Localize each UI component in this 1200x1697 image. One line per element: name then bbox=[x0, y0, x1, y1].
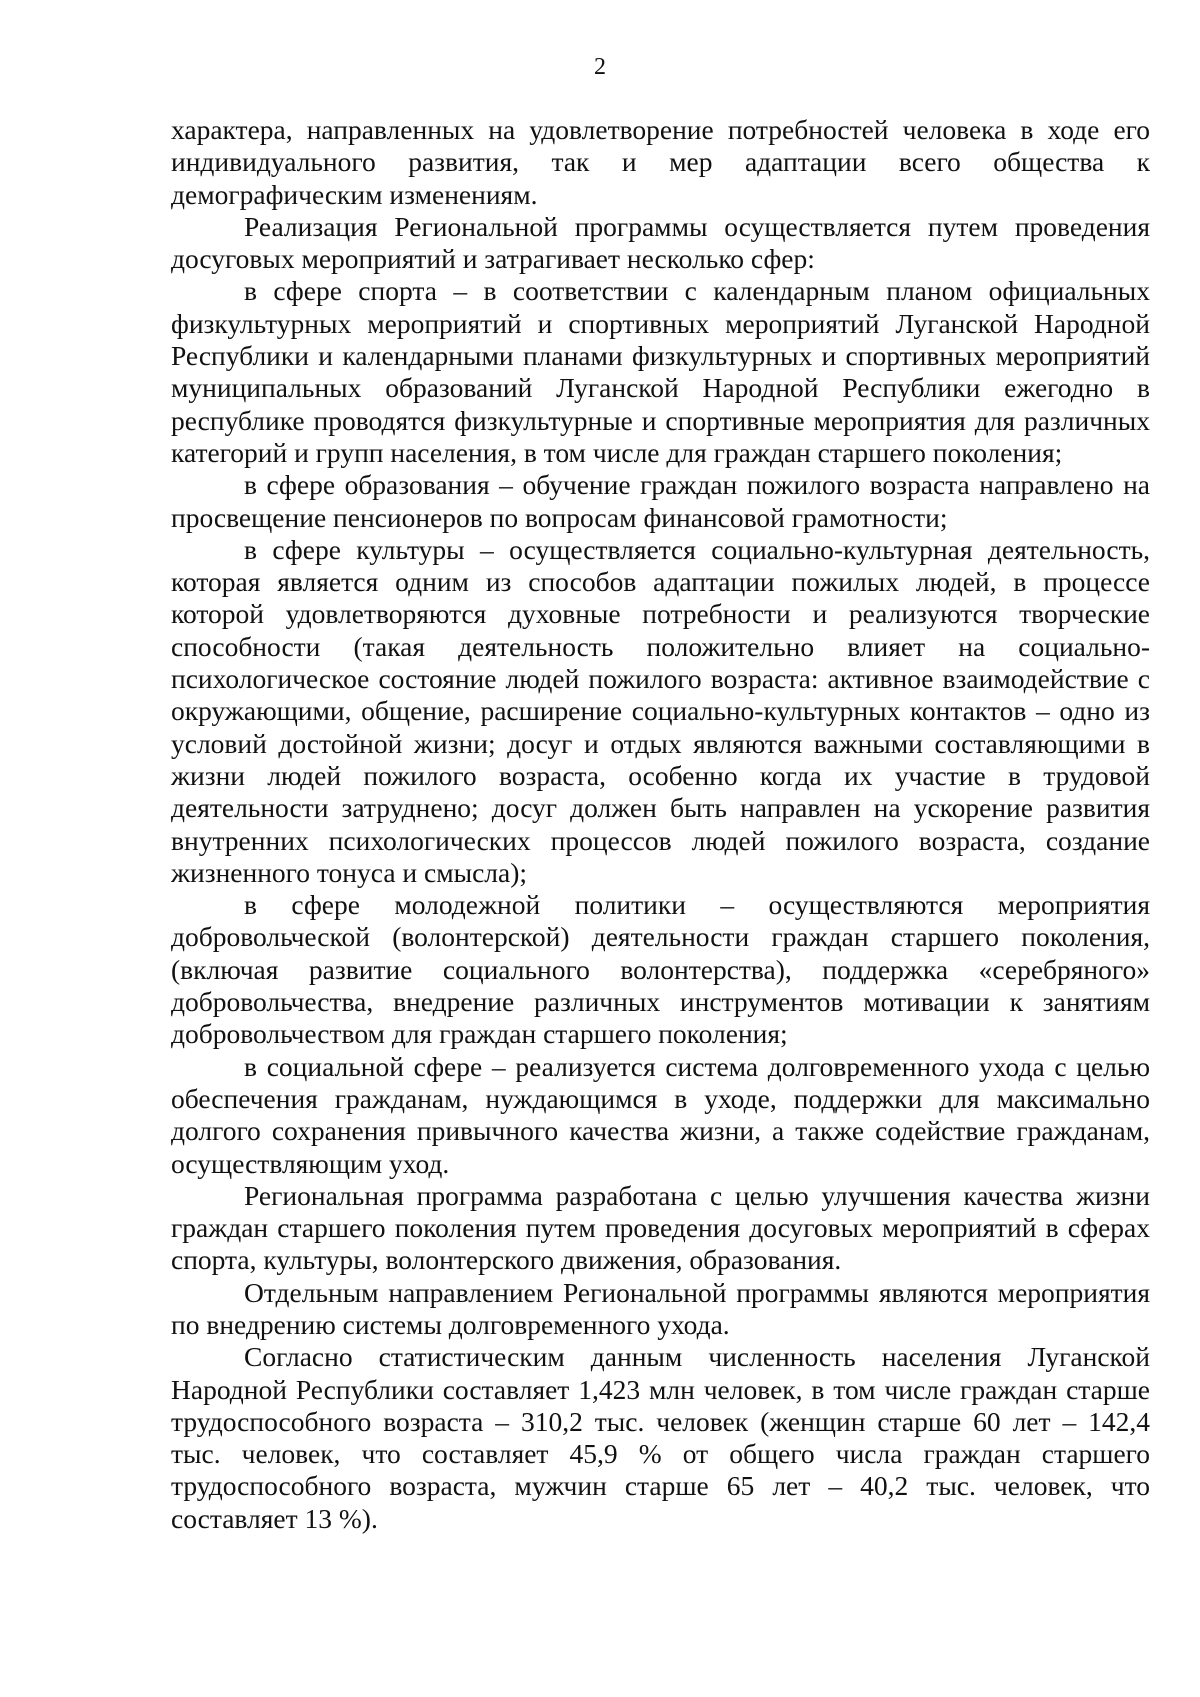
paragraph-education-sphere: в сфере образования – обучение граждан пожилого возраста направлено на просвещение пенсионеров по вопросам финансовой грамотности; bbox=[171, 469, 1150, 533]
paragraph-youth-policy-sphere: в сфере молодежной политики – осуществляются мероприятия добровольческой (волонтерской) деятельности граждан старшего поколения, (включая развитие социального волонтерства), поддержка «серебряного» добровольчества, внедрение различных инструментов мотивации к занятиям добровольчеством для граждан старшего поколения; bbox=[171, 889, 1150, 1050]
paragraph-program-implementation: Реализация Региональной программы осуществляется путем проведения досуговых мероприятий и затрагивает несколько сфер: bbox=[171, 210, 1150, 275]
paragraph-continuation: характера, направленных на удовлетворение потребностей человека в ходе его индивидуального развития, так и мер адаптации всего общества к демографическим изменениям. bbox=[171, 114, 1150, 210]
paragraph-program-goal: Региональная программа разработана с целью улучшения качества жизни граждан старшего поколения путем проведения досуговых мероприятий в сферах спорта, культуры, волонтерского движения, образования. bbox=[171, 1179, 1150, 1276]
document-body bbox=[171, 114, 1150, 1535]
paragraph-culture-sphere: в сфере культуры – осуществляется социально-культурная деятельность, которая является одним из способов адаптации пожилых людей, в процессе которой удовлетворяются духовные потребности и реализуются творческие способности (такая деятельность положительно влияет на социально-психологическое состояние людей пожилого возраста: активное взаимодействие с окружающими, общение, расширение социально-культурных контактов – одно из условий достойной жизни; досуг и отдых являются важными составляющими в жизни людей пожилого возраста, особенно когда их участие в трудовой деятельности затруднено; досуг должен быть направлен на ускорение развития внутренних психологических процессов людей пожилого возраста, создание жизненного тонуса и смысла); bbox=[171, 533, 1150, 888]
paragraph-long-term-care: Отдельным направлением Региональной программы являются мероприятия по внедрению системы долговременного ухода. bbox=[171, 1276, 1150, 1340]
paragraph-social-sphere: в социальной сфере – реализуется система долговременного ухода с целью обеспечения гражданам, нуждающимся в уходе, поддержки для максимально долгого сохранения привычного качества жизни, а также содействие гражданам, осуществляющим уход. bbox=[171, 1050, 1150, 1179]
paragraph-sport-sphere: в сфере спорта – в соответствии с календарным планом официальных физкультурных мероприятий и спортивных мероприятий Луганской Народной Республики и календарными планами физкультурных и спортивных мероприятий муниципальных образований Луганской Народной Республики ежегодно в республике проводятся физкультурные и спортивные мероприятия для различных категорий и групп населения, в том числе для граждан старшего поколения; bbox=[171, 275, 1150, 468]
paragraph-statistics: Согласно статистическим данным численность населения Луганской Народной Республики составляет 1,423 млн человек, в том числе граждан старше трудоспособного возраста – 310,2 тыс. человек (женщин старше 60 лет – 142,4 тыс. человек, что составляет 45,9 % от общего числа граждан старшего трудоспособного возраста, мужчин старше 65 лет – 40,2 тыс. человек, что составляет 13 %). bbox=[171, 1341, 1150, 1534]
page-number: 2 bbox=[594, 54, 606, 80]
